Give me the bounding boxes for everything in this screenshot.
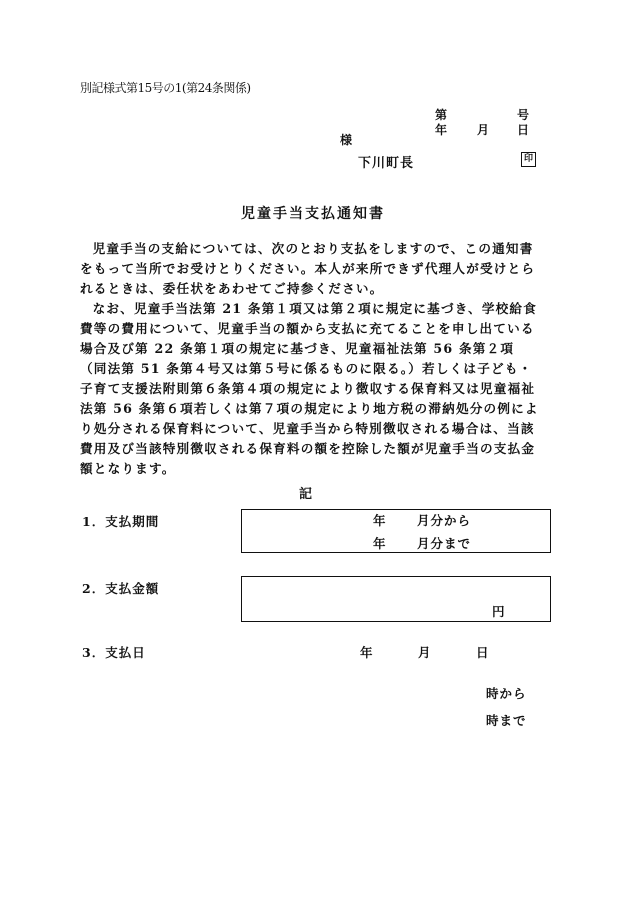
header-month: 月 bbox=[477, 123, 490, 137]
form-number-label: 別記様式第15号の1(第24条関係) bbox=[80, 81, 251, 95]
payment-time-to: 時まで bbox=[486, 713, 527, 728]
seal-mark: 印 bbox=[521, 152, 536, 167]
payment-time-from: 時から bbox=[486, 686, 527, 701]
payment-date-label: 3．支払日 bbox=[82, 645, 146, 660]
payment-amount-box bbox=[241, 576, 551, 622]
period-from-year: 年 bbox=[373, 513, 387, 528]
addressee-suffix: 様 bbox=[340, 133, 353, 147]
payment-period-label: 1．支払期間 bbox=[82, 514, 160, 529]
payment-date-day: 日 bbox=[476, 645, 490, 660]
period-from-month: 月分から bbox=[417, 513, 472, 528]
document-number-prefix: 第 bbox=[435, 108, 448, 122]
period-to-year: 年 bbox=[373, 536, 387, 551]
issuer-name: 下川町長 bbox=[358, 156, 415, 171]
header-year: 年 bbox=[435, 123, 448, 137]
body-paragraph-1: 児童手当の支給については、次のとおり支払をしますので、この通知書をもって当所でお受けとりください。本人が来所できず代理人が受けとられるときは、委任状をあわせてご持参ください。 bbox=[80, 241, 536, 296]
ki-heading: 記 bbox=[299, 487, 313, 502]
document-number-suffix: 号 bbox=[517, 108, 530, 122]
payment-amount-label: 2．支払金額 bbox=[82, 581, 160, 596]
body-paragraph-2: なお、児童手当法第 21 条第１項又は第２項に規定に基づき、学校給食費等の費用について、児童手当の額から支払に充てることを申し出ている場合及び第 22 条第１項の規定に基づき、児童福祉法第 56 条第２項（同法第 51 条第４号又は第５号に係るものに限る。）若しくは子ども・子育て支援法附則第６条第４項の規定により徴収する保育料又は児童福祉法第 56 条第６項若しくは第７項の規定により地方税の滞納処分の例により処分される保育料について、児童手当から特別徴収される場合は、当該費用及び当該特別徴収される保育料の額を控除した額が児童手当の支払金額となります。 bbox=[80, 301, 539, 476]
payment-date-year: 年 bbox=[360, 645, 374, 660]
yen-unit: 円 bbox=[492, 604, 506, 619]
payment-period-box bbox=[241, 509, 551, 553]
period-to-month: 月分まで bbox=[417, 536, 472, 551]
notice-body bbox=[80, 239, 540, 479]
header-day: 日 bbox=[517, 123, 530, 137]
payment-date-month: 月 bbox=[418, 645, 432, 660]
document-title: 児童手当支払通知書 bbox=[241, 206, 385, 222]
